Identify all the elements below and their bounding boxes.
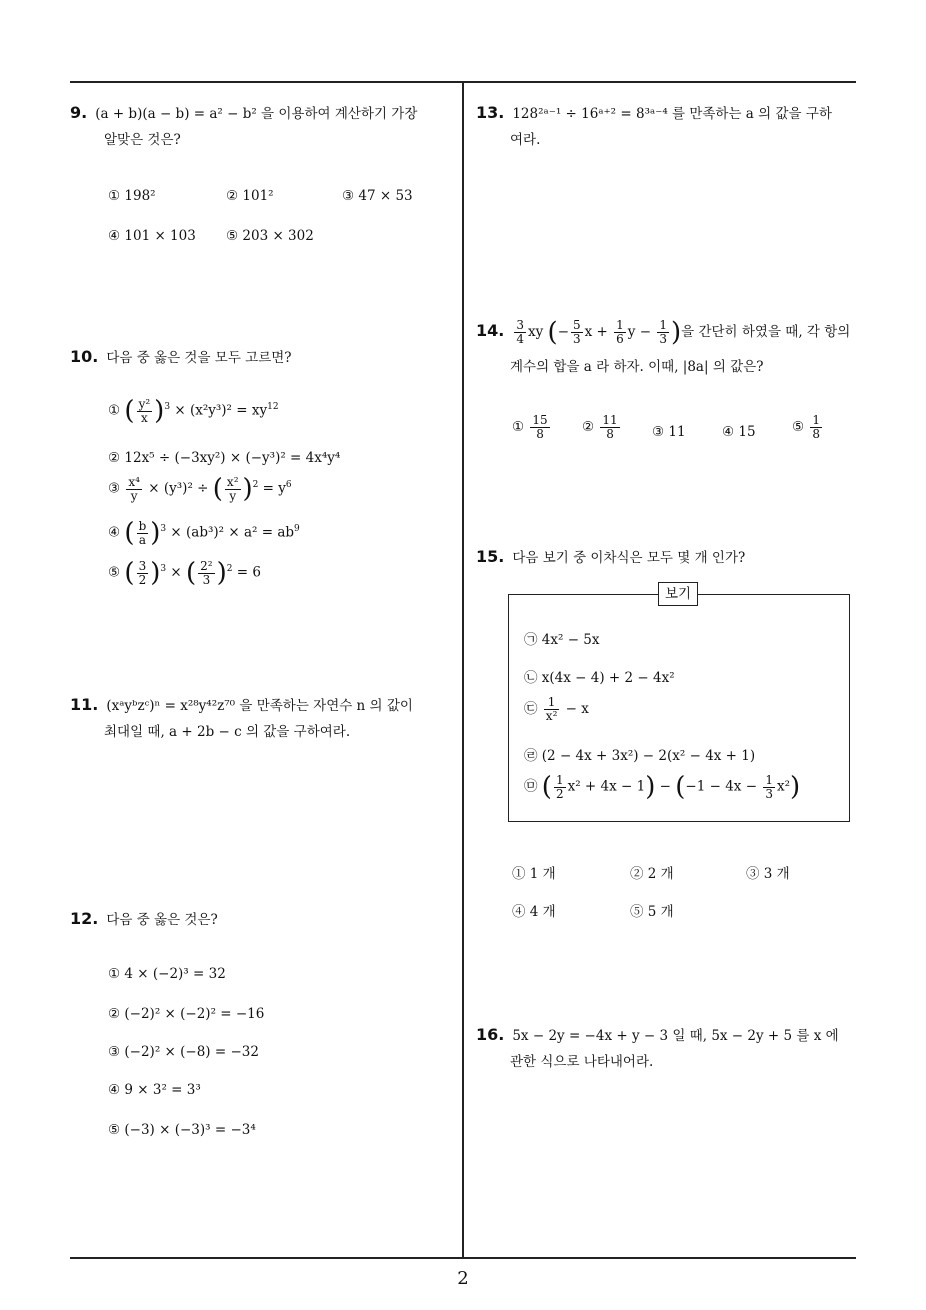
choice-4[interactable]: ④ 4 개 (512, 904, 556, 920)
question-number: 11. (70, 695, 99, 714)
bottom-rule (70, 1257, 856, 1259)
question-stem-cont: 여라. (510, 132, 541, 148)
question-stem-cont: 알맞은 것은? (104, 132, 181, 148)
column-divider (462, 82, 464, 1258)
question-stem: 다음 중 옳은 것은? (106, 912, 218, 928)
question-stem: (a + b)(a − b) = a² − b² 을 이용하여 계산하기 가장 (95, 106, 418, 122)
page-number: 2 (457, 1268, 469, 1289)
question-10 (70, 344, 460, 371)
choice-1[interactable]: ① ( $\frac{\text{y²}}{x}$ )$^3 \times (x^2y^3)^2 = xy^{12}$ (108, 396, 279, 426)
question-stem: 다음 중 옳은 것을 모두 고르면? (106, 350, 292, 366)
question-stem: 128²ᵃ⁻¹ ÷ 16ᵃ⁺² = 8³ᵃ⁻⁴ 를 만족하는 a 의 값을 구하 (512, 106, 832, 122)
choice-1[interactable]: ① 4 × (−2)³ = 32 (108, 966, 226, 982)
question-stem: 을 간단히 하였을 때, 각 항의 (681, 324, 851, 340)
question-number: 10. (70, 347, 99, 366)
choice-3[interactable]: ③ $\frac{\text{x⁴}}{y}$ × (y³)² ÷ ( $\frac{\text{x²}}{y}$ )$^2 = y^6$ (108, 474, 292, 504)
choice-4[interactable]: ④ 15 (722, 424, 756, 440)
question-16 (476, 1022, 866, 1075)
question-number: 16. (476, 1025, 505, 1044)
choice-5[interactable]: ⑤ $\frac{1}{8}$ (792, 413, 821, 441)
question-12 (70, 906, 460, 933)
question-stem-cont: 관한 식으로 나타내어라. (510, 1054, 654, 1070)
choice-1[interactable]: ① 1 개 (512, 866, 556, 882)
choice-5[interactable]: ⑤ ( $\frac{3}{2}$ )$^3$ × ( $\frac{\text{2²}}{3}$ )$^2$ = 6 (108, 558, 261, 588)
choice-3[interactable]: ③ (−2)² × (−8) = −32 (108, 1044, 259, 1060)
question-14: 14. $\frac{3}{4}$ xy (− $\frac{5}{3}$ x + $\frac{1}{6}$ y − $\frac{1}{3}$ )을 간단히 하였을 때, 각 항의 계수의 합을 a 라 하자. 이때, |8a| 의 값은? (476, 318, 866, 380)
choice-2[interactable]: ② 12x⁵ ÷ (−3xy²) × (−y³)² = 4x⁴y⁴ (108, 450, 341, 466)
question-number: 13. (476, 103, 505, 122)
choice-4[interactable]: ④ ( $\frac{b}{a}$ )$^3 \times (ab^3)^2 \times a^2 = ab^9$ (108, 518, 300, 548)
question-stem-cont: 계수의 합을 a 라 하자. 이때, |8a| 의 값은? (510, 359, 764, 375)
choice-4[interactable]: ④ 9 × 3² = 3³ (108, 1082, 201, 1098)
bogi-item-1: ㉠ 4x² − 5x (524, 632, 600, 648)
bogi-item-3: ㉢ $\frac{1}{\text{x²}}$ − x (524, 695, 589, 723)
bogi-item-4: ㉣ (2 − 4x + 3x²) − 2(x² − 4x + 1) (524, 748, 756, 764)
choice-3[interactable]: ③ 47 × 53 (342, 188, 413, 204)
question-number: 9. (70, 103, 88, 122)
choice-2[interactable]: ② 101² (226, 188, 274, 204)
choice-2[interactable]: ② (−2)² × (−2)² = −16 (108, 1006, 265, 1022)
question-stem: 5x − 2y = −4x + y − 3 일 때, 5x − 2y + 5 를 x 에 (512, 1028, 839, 1044)
question-11 (70, 692, 460, 745)
choice-3[interactable]: ③ 3 개 (746, 866, 790, 882)
choice-2[interactable]: ② $\frac{11}{8}$ (582, 413, 618, 441)
bogi-item-2: ㉡ x(4x − 4) + 2 − 4x² (524, 670, 675, 686)
question-stem: (xᵃyᵇzᶜ)ⁿ = x²⁸y⁴²z⁷⁰ 을 만족하는 자연수 n 의 값이 (106, 698, 413, 714)
question-number: 15. (476, 547, 505, 566)
choice-1[interactable]: ① 198² (108, 188, 156, 204)
choice-3[interactable]: ③ 11 (652, 424, 686, 440)
question-15 (476, 544, 866, 571)
choice-5[interactable]: ⑤ (−3) × (−3)³ = −3⁴ (108, 1122, 256, 1138)
choice-4[interactable]: ④ 101 × 103 (108, 228, 196, 244)
question-9 (70, 100, 460, 153)
question-stem: 다음 보기 중 이차식은 모두 몇 개 인가? (512, 550, 746, 566)
question-number: 14. (476, 321, 505, 340)
choice-2[interactable]: ② 2 개 (630, 866, 674, 882)
choice-1[interactable]: ① $\frac{15}{8}$ (512, 413, 548, 441)
question-stem-cont: 최대일 때, a + 2b − c 의 값을 구하여라. (104, 724, 351, 740)
choice-5[interactable]: ⑤ 203 × 302 (226, 228, 314, 244)
bogi-title: 보기 (658, 582, 698, 606)
question-number: 12. (70, 909, 99, 928)
bogi-item-5: ㉤ ( $\frac{1}{2}$ x² + 4x − 1) − (−1 − 4x − $\frac{1}{3}$ x²) (524, 772, 801, 802)
question-13 (476, 100, 866, 153)
choice-5[interactable]: ⑤ 5 개 (630, 904, 674, 920)
